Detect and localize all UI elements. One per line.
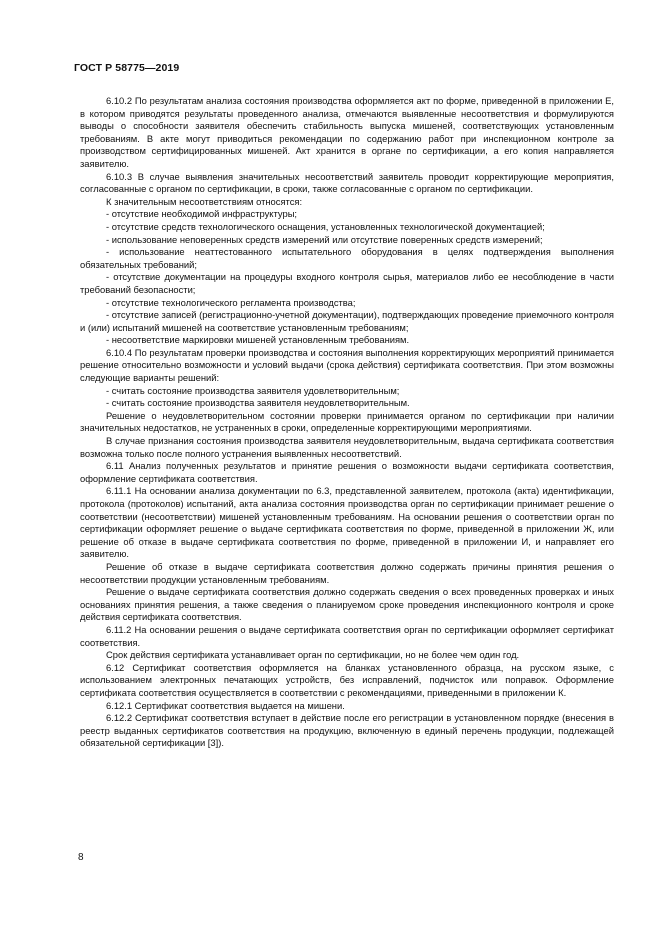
paragraph: 6.11.1 На основании анализа документации по 6.3, представленной заявителем, протокола (акта) идентификации, протокола (протоколов) испытаний, акта анализа состояния производства орган по сертификации принимает решение о соответствии (несоответствии) мишеней установленным требованиям. На основании решения о соответствии орган по сертификации оформляет решение о выдаче сертификата соответствия по форме, приведенной в приложении Ж, или решение об отказе в выдаче сертификата соответствия по форме, приведенной в приложении И, и направляет его заявителю. bbox=[80, 485, 614, 560]
list-item: - отсутствие записей (регистрационно-учетной документации), подтверждающих проведение приемочного контроля и (или) испытаний мишеней на соответствие установленным требованиям; bbox=[80, 309, 614, 333]
paragraph: 6.11.2 На основании решения о выдаче сертификата соответствия орган по сертификации оформляет сертификат соответствия. bbox=[80, 623, 614, 648]
paragraph: 6.10.4 По результатам проверки производства и состояния выполнения корректирующих мероприятий принимается решение относительно возможности и условий выдачи (срока действия) сертификата соответствия. При этом возможны следующие варианты решений: bbox=[80, 346, 614, 384]
page-number: 8 bbox=[78, 852, 84, 863]
paragraph: Решение об отказе в выдаче сертификата соответствия должно содержать причины принятия решения о несоответствии продукции установленным требованиям. bbox=[80, 560, 614, 585]
paragraph: К значительным несоответствиям относятся: bbox=[106, 195, 303, 207]
list-item: - отсутствие необходимой инфраструктуры; bbox=[106, 208, 298, 220]
list-item: - отсутствие средств технологического оснащения, установленных технологической документацией; bbox=[106, 220, 545, 232]
paragraph: В случае признания состояния производства заявителя неудовлетворительным, выдача сертификата соответствия возможна только после полного устранения выявленных несоответствий. bbox=[80, 435, 614, 459]
list-item: - считать состояние производства заявителя удовлетворительным; bbox=[106, 384, 400, 396]
list-item: - считать состояние производства заявителя неудовлетворительным. bbox=[106, 397, 410, 409]
standard-header: ГОСТ Р 58775—2019 bbox=[74, 62, 180, 74]
paragraph: Решение о выдаче сертификата соответствия должно содержать сведения о всех проведенных проверках и иных основаниях принятия решения, а также сведения о планируемом сроке проведения инспекционного контроля и сроке действия сертификата соответствия. bbox=[80, 586, 614, 623]
list-item: - использование неаттестованного испытательного оборудования в целях подтверждения выполнения обязательных требований; bbox=[80, 246, 614, 270]
paragraph: 6.11 Анализ полученных результатов и принятие решения о возможности выдачи сертификата соответствия, оформление сертификата соответствия. bbox=[80, 460, 614, 484]
list-item: - отсутствие технологического регламента производства; bbox=[106, 296, 356, 308]
paragraph: 6.12.2 Сертификат соответствия вступает в действие после его регистрации в установленном порядке (внесения в реестр выданных сертификатов соответствия на продукцию, включенную в единый перечень продукции, подлежащей обязательной сертификации [3]). bbox=[80, 712, 614, 749]
list-item: - несоответствие маркировки мишеней установленным требованиям. bbox=[106, 334, 410, 346]
paragraph: 6.10.2 По результатам анализа состояния производства оформляется акт по форме, приведенной в приложении Е, в котором приводятся результаты проведенного анализа, отмечаются выявленные несоответствия и формулируются выводы о способности заявителя обеспечить стабильность выпуска мишеней, соответствующих установленным требованиям. В акте могут приводиться рекомендации по содержанию работ при инспекционном контроле за производством сертифицированных мишеней. Акт хранится в органе по сертификации, а его копия направляется заявителю. bbox=[80, 95, 614, 169]
list-item: - отсутствие документации на процедуры входного контроля сырья, материалов либо ее несоблюдение в части требований безопасности; bbox=[80, 271, 614, 295]
list-item: - использование неповеренных средств измерений или отсутствие поверенных средств измерений; bbox=[106, 233, 543, 245]
paragraph: 6.10.3 В случае выявления значительных несоответствий заявитель проводит корректирующие мероприятия, согласованные с органом по сертификации, в сроки, также согласованные с органом по сертификации. bbox=[80, 170, 614, 195]
paragraph: 6.12.1 Сертификат соответствия выдается на мишени. bbox=[106, 699, 345, 711]
paragraph: 6.12 Сертификат соответствия оформляется на бланках установленного образца, на русском языке, с использованием электронных печатающих устройств, без исправлений, подчисток или поправок. Оформление сертификата соответствия осуществляется в соответствии с рекомендациями, приведенными в приложении К. bbox=[80, 661, 614, 698]
paragraph: Срок действия сертификата устанавливает орган по сертификации, но не более чем один год. bbox=[106, 649, 520, 661]
document-body bbox=[80, 95, 614, 750]
paragraph: Решение о неудовлетворительном состоянии проверки принимается органом по сертификации при наличии значительных недостатков, не устраненных в сроки, определенные корректирующими мероприятиями. bbox=[80, 409, 614, 434]
